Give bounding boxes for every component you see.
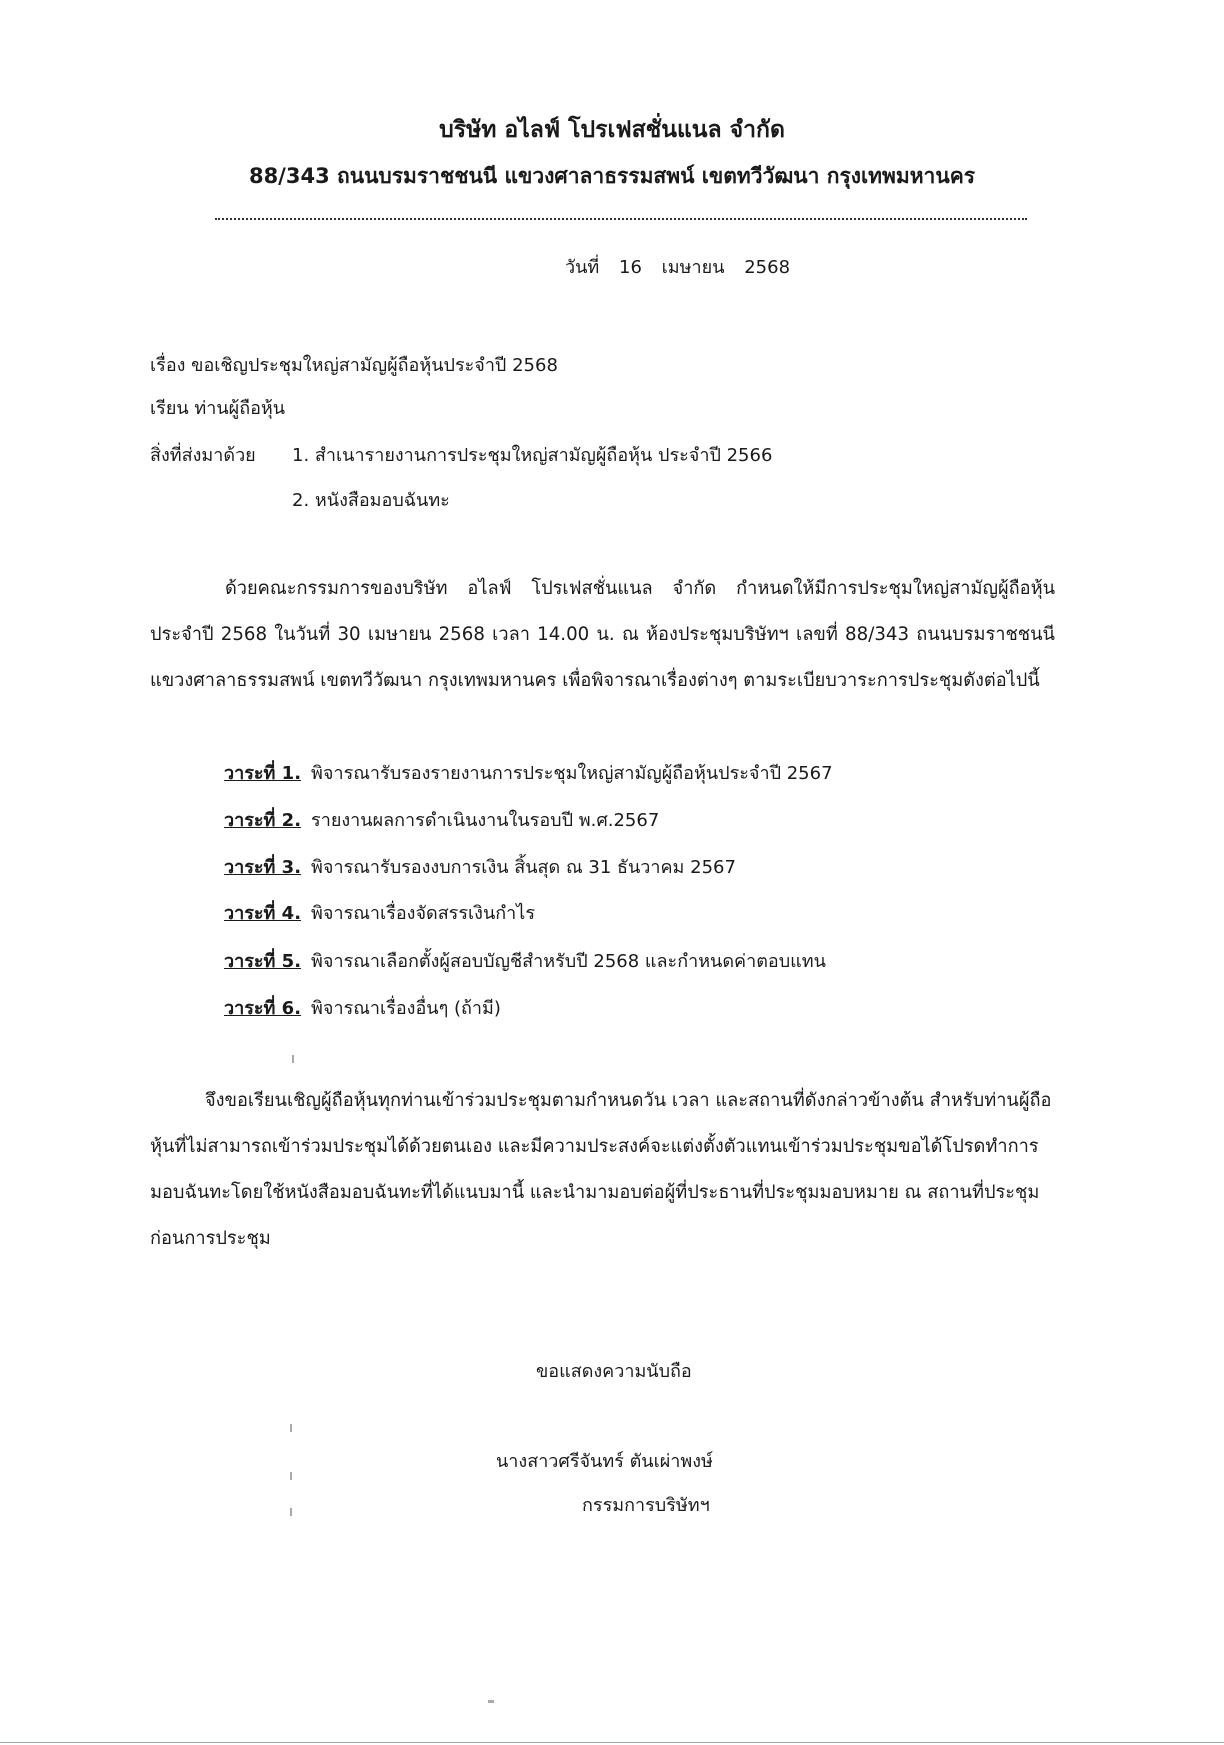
agenda-item bbox=[224, 852, 736, 881]
enclosure-item: 1. สำเนารายงานการประชุมใหญ่สามัญผู้ถือหุ้น ประจำปี 2566 bbox=[292, 445, 773, 466]
company-address: 88/343 ถนนบรมราชชนนี แขวงศาลาธรรมสพน์ เขตทวีวัฒนา กรุงเทพมหานคร bbox=[248, 164, 976, 188]
letter-date bbox=[565, 252, 804, 281]
agenda-text: พิจารณารับรองงบการเงิน สิ้นสุด ณ 31 ธันวาคม 2567 bbox=[311, 857, 736, 878]
agenda-text: พิจารณาเลือกตั้งผู้สอบบัญชีสำหรับปี 2568 และกำหนดค่าตอบแทน bbox=[311, 951, 826, 972]
signer-position: กรรมการบริษัทฯ bbox=[582, 1495, 710, 1516]
date-month: เมษายน bbox=[661, 257, 725, 278]
agenda-label: วาระที่ 4. bbox=[224, 903, 302, 924]
recipient-line: เรียน ท่านผู้ถือหุ้น bbox=[150, 398, 286, 419]
agenda-text: พิจารณารับรองรายงานการประชุมใหญ่สามัญผู้ถือหุ้นประจำปี 2567 bbox=[311, 763, 833, 784]
agenda-text: รายงานผลการดำเนินงานในรอบปี พ.ศ.2567 bbox=[311, 810, 660, 831]
enclosure-item: 2. หนังสือมอบฉันทะ bbox=[292, 490, 450, 511]
scan-artifact bbox=[292, 1055, 294, 1063]
enclosures-label: สิ่งที่ส่งมาด้วย bbox=[150, 445, 256, 466]
scan-artifact bbox=[488, 1700, 494, 1703]
company-name: บริษัท อไลฟ์ โปรเฟสชั่นแนล จำกัด bbox=[439, 117, 785, 143]
agenda-label: วาระที่ 3. bbox=[224, 857, 302, 878]
scan-artifact bbox=[290, 1424, 292, 1432]
date-year: 2568 bbox=[744, 257, 791, 278]
agenda-text: พิจารณาเรื่องจัดสรรเงินกำไร bbox=[311, 903, 535, 924]
signer-name: นางสาวศรีจันทร์ ตันเผ่าพงษ์ bbox=[496, 1451, 713, 1472]
subject-line: เรื่อง ขอเชิญประชุมใหญ่สามัญผู้ถือหุ้นประจำปี 2568 bbox=[150, 355, 558, 376]
agenda-text: พิจารณาเรื่องอื่นๆ (ถ้ามี) bbox=[311, 998, 501, 1019]
agenda-item bbox=[224, 898, 535, 927]
scan-artifact bbox=[290, 1472, 292, 1480]
agenda-label: วาระที่ 5. bbox=[224, 951, 302, 972]
scan-artifact bbox=[290, 1508, 292, 1516]
agenda-label: วาระที่ 1. bbox=[224, 763, 302, 784]
agenda-item bbox=[224, 946, 826, 975]
agenda-item bbox=[224, 993, 501, 1022]
closing-paragraph: จึงขอเรียนเชิญผู้ถือหุ้นทุกท่านเข้าร่วมประชุมตามกำหนดวัน เวลา และสถานที่ดังกล่าวข้างต้น สำหรับท่านผู้ถือหุ้นที่ไม่สามารถเข้าร่วมประชุมได้ด้วยตนเอง และมีความประสงค์จะแต่งตั้งตัวแทนเข้าร่วมประชุมขอได้โปรดทำการมอบฉันทะโดยใช้หนังสือมอบฉันทะที่ได้แนบมานี้ และนำมามอบต่อผู้ที่ประธานที่ประชุมมอบหมาย ณ สถานที่ประชุมก่อนการประชุม bbox=[150, 1090, 1052, 1249]
date-label: วันที่ bbox=[565, 257, 600, 278]
agenda-item bbox=[224, 758, 833, 787]
agenda-item bbox=[224, 805, 659, 834]
date-day: 16 bbox=[619, 257, 642, 278]
bottom-edge-line bbox=[0, 1742, 1224, 1743]
agenda-label: วาระที่ 2. bbox=[224, 810, 302, 831]
closing-salutation: ขอแสดงความนับถือ bbox=[536, 1361, 692, 1382]
header-dotted-divider bbox=[215, 218, 1027, 220]
body-paragraph: ด้วยคณะกรรมการของบริษัท อไลฟ์ โปรเฟสชั่นแนล จำกัด กำหนดให้มีการประชุมใหญ่สามัญผู้ถือหุ้น ประจำปี 2568 ในวันที่ 30 เมษายน 2568 เวลา 14.00 น. ณ ห้องประชุมบริษัทฯ เลขที่ 88/343 ถนนบรมราชชนนี แขวงศาลาธรรมสพน์ เขตทวีวัฒนา กรุงเทพมหานคร เพื่อพิจารณาเรื่องต่างๆ ตามระเบียบวาระการประชุมดังต่อไปนี้ bbox=[150, 578, 1055, 691]
agenda-label: วาระที่ 6. bbox=[224, 998, 302, 1019]
